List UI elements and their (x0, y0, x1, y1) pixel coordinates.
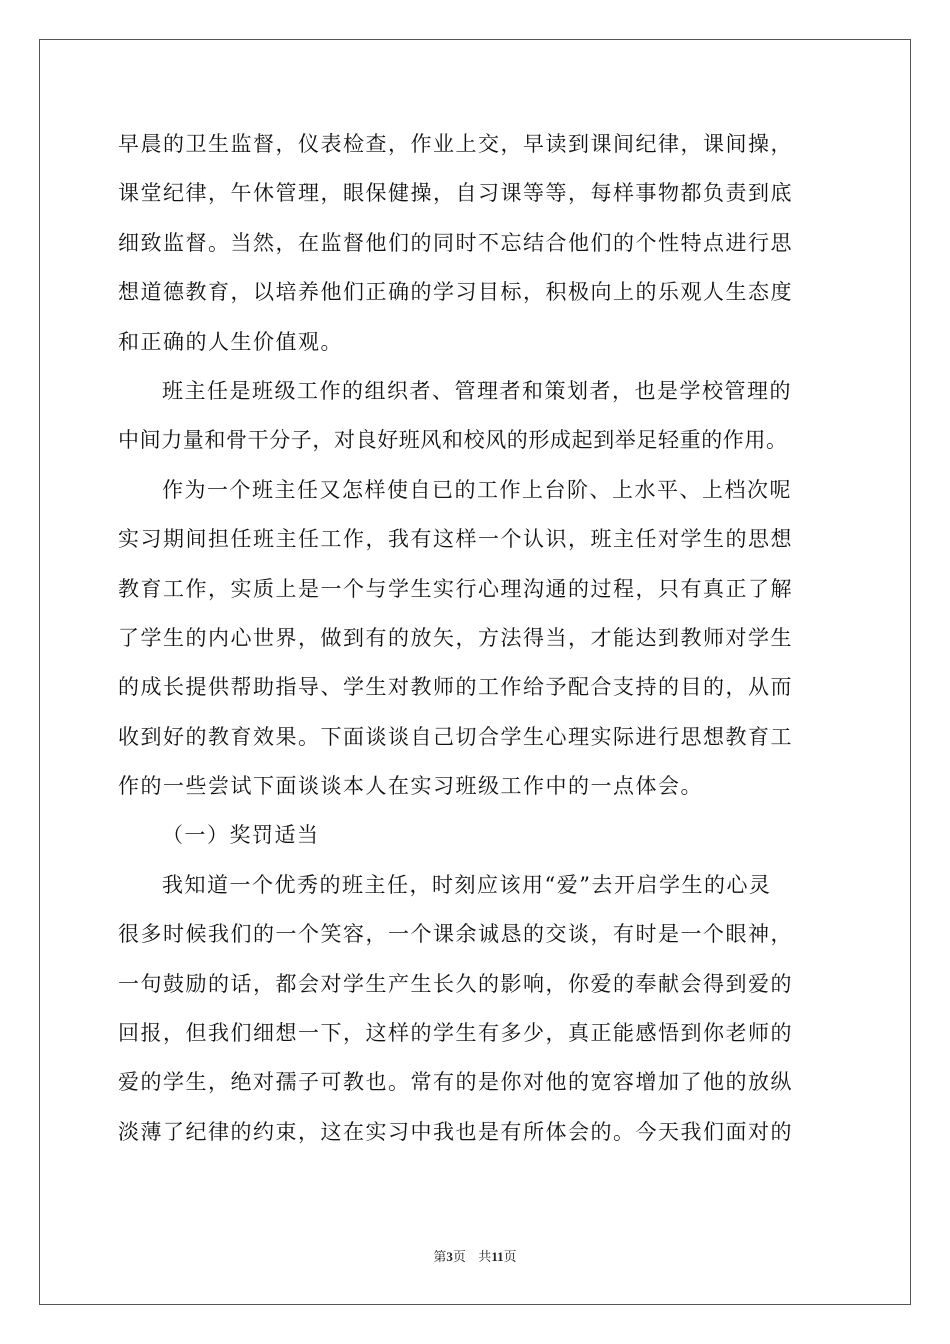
total-prefix: 共 (478, 1250, 492, 1265)
text-line: 一句鼓励的话，都会对学生产生长久的影响，你爱的奉献会得到爱的 (118, 971, 793, 996)
page-prefix: 第 (433, 1250, 447, 1265)
paragraph-start-line: 班主任是班级工作的组织者、管理者和策划者，也是学校管理的 (162, 378, 792, 403)
text-line: 细致监督。当然，在监督他们的同时不忘结合他们的个性特点进行思 (118, 230, 793, 255)
page-number: 3 (446, 1249, 453, 1264)
text-line: 回报，但我们细想一下，这样的学生有多少，真正能感悟到你老师的 (118, 1021, 793, 1046)
text-line: 中间力量和骨干分子，对良好班风和校风的形成起到举足轻重的作用。 (118, 428, 788, 453)
paragraph-start-line: 我知道一个优秀的班主任，时刻应该用“爱”去开启学生的心灵 (162, 872, 772, 897)
section-heading: （一）奖罚适当 (162, 823, 320, 848)
text-line: 很多时候我们的一个笑容，一个课余诚恳的交谈，有时是一个眼神， (118, 922, 793, 947)
document-body (118, 120, 838, 1157)
text-line: 教育工作，实质上是一个与学生实行心理沟通的过程，只有真正了解 (118, 576, 793, 601)
total-suffix: 页 (503, 1250, 517, 1265)
paragraph-start-line: 作为一个班主任又怎样使自已的工作上台阶、上水平、上档次呢 (162, 477, 792, 502)
text-line: 作的一些尝试下面谈谈本人在实习班级工作中的一点体会。 (118, 774, 703, 799)
text-line: 实习期间担任班主任工作，我有这样一个认识，班主任对学生的思想 (118, 527, 793, 552)
page-footer (0, 1246, 950, 1265)
text-line: 想道德教育，以培养他们正确的学习目标，积极向上的乐观人生态度 (118, 280, 793, 305)
text-line: 课堂纪律，午休管理，眼保健操，自习课等等，每样事物都负责到底 (118, 181, 793, 206)
text-line: 爱的学生，绝对孺子可教也。常有的是你对他的宽容增加了他的放纵 (118, 1070, 793, 1095)
page-suffix: 页 (452, 1250, 466, 1265)
text-line: 早晨的卫生监督，仪表检查，作业上交，早读到课间纪律，课间操， (118, 132, 793, 156)
text-line: 了学生的内心世界，做到有的放矢，方法得当，才能达到教师对学生 (118, 625, 793, 650)
text-line: 收到好的教育效果。下面谈谈自己切合学生心理实际进行思想教育工 (118, 724, 793, 749)
text-line: 淡薄了纪律的约束，这在实习中我也是有所体会的。今天我们面对的 (118, 1119, 793, 1144)
text-line: 的成长提供帮助指导、学生对教师的工作给予配合支持的目的，从而 (118, 675, 793, 700)
text-line: 和正确的人生价值观。 (118, 329, 343, 354)
total-pages: 11 (491, 1249, 504, 1264)
